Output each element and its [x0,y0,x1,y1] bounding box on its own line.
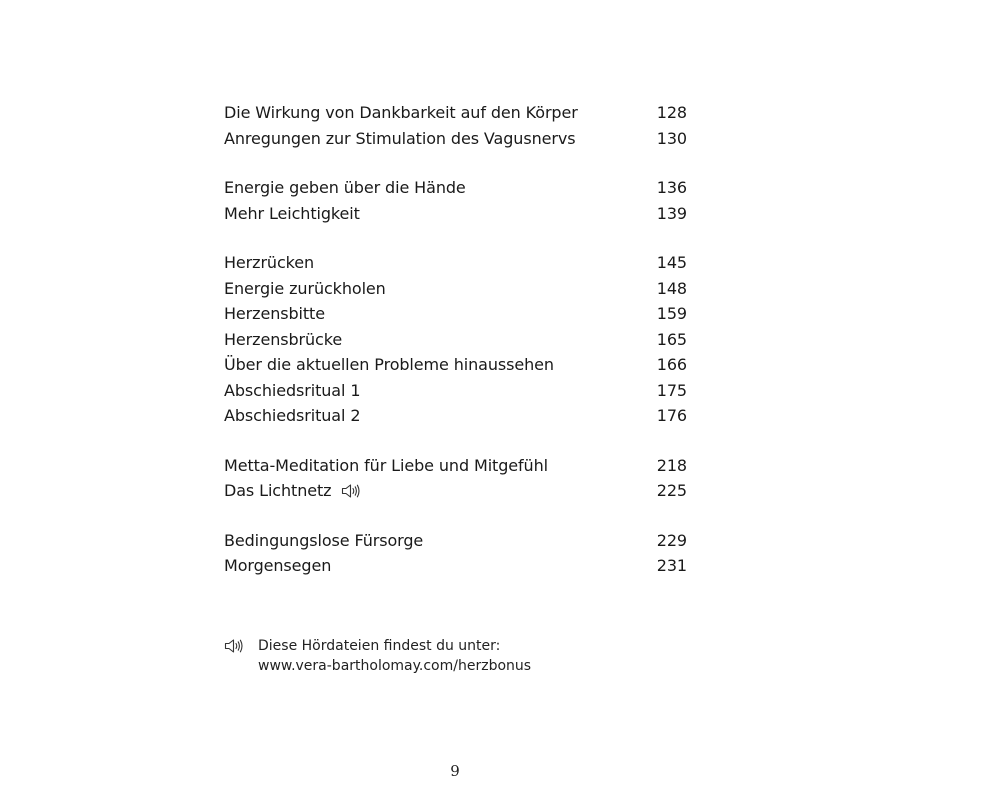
toc-entry-page: 148 [656,278,687,298]
toc-entry-title: Abschiedsritual 1 [224,380,361,400]
toc-entry-page: 225 [656,481,687,500]
toc-entry-title: Abschiedsritual 2 [224,406,361,425]
audio-files-note [224,636,531,676]
toc-entry-page: 136 [656,178,687,197]
toc-entry-page: 130 [656,128,687,148]
toc-entry-title-with-audio [224,478,361,504]
note-text [258,636,531,676]
toc-entry-page: 229 [656,530,687,550]
toc-group [224,453,687,504]
toc-entry-page: 165 [656,329,687,349]
page-number: 9 [450,762,460,780]
toc-group [224,250,687,429]
toc-entry[interactable] [224,528,687,554]
toc-entry-title: Herzensbrücke [224,329,343,349]
toc-group [224,528,687,579]
toc-entry[interactable] [224,553,687,579]
toc-entry-title: Herzrücken [224,253,315,272]
note-line: Diese Hördateien findest du unter: [258,638,501,654]
toc-entry-title: Metta-Meditation für Liebe und Mitgefühl [224,455,548,475]
toc-entry[interactable] [224,276,687,302]
speaker-icon[interactable] [341,483,361,499]
toc-entry-title: Mehr Leichtigkeit [224,203,360,223]
toc-entry[interactable] [224,378,687,404]
toc-entry-title: Energie geben über die Hände [224,178,466,197]
toc-entry[interactable] [224,301,687,327]
toc-entry-title: Bedingungslose Fürsorge [224,530,424,550]
toc-entry[interactable] [224,403,687,429]
toc-entry[interactable] [224,478,687,504]
toc-entry-page: 166 [656,355,687,374]
toc-entry-page: 218 [656,455,687,475]
toc-entry[interactable] [224,250,687,276]
toc-entry-title-text: Das Lichtnetz [224,481,332,500]
toc-entry-title: Anregungen zur Stimulation des Vagusnervs [224,128,576,148]
toc-entry[interactable] [224,175,687,201]
toc-group [224,100,687,151]
toc-entry-page: 231 [656,556,687,575]
toc-entry-title: Herzensbitte [224,304,325,323]
toc-entry-page: 128 [656,103,687,122]
toc-entry-title: Morgensegen [224,556,332,575]
toc-entry-page: 145 [656,253,687,272]
toc-entry[interactable] [224,352,687,378]
toc-entry[interactable] [224,100,687,126]
toc-entry-title: Energie zurückholen [224,278,386,298]
toc-entry[interactable] [224,327,687,353]
toc-entry-page: 139 [656,203,687,223]
toc-entry[interactable] [224,453,687,479]
toc-entry-page: 159 [656,304,687,323]
toc-entry-title: Die Wirkung von Dankbarkeit auf den Körper [224,103,578,122]
speaker-icon [224,638,244,654]
toc-entry-title: Über die aktuellen Probleme hinaussehen [224,355,554,374]
toc-entry-page: 175 [656,380,687,400]
toc-entry-page: 176 [656,406,687,425]
toc-entry[interactable] [224,201,687,227]
toc-entry[interactable] [224,126,687,152]
note-url[interactable]: www.vera-bartholomay.com/herzbonus [258,658,532,674]
table-of-contents [224,100,687,579]
toc-group [224,175,687,226]
